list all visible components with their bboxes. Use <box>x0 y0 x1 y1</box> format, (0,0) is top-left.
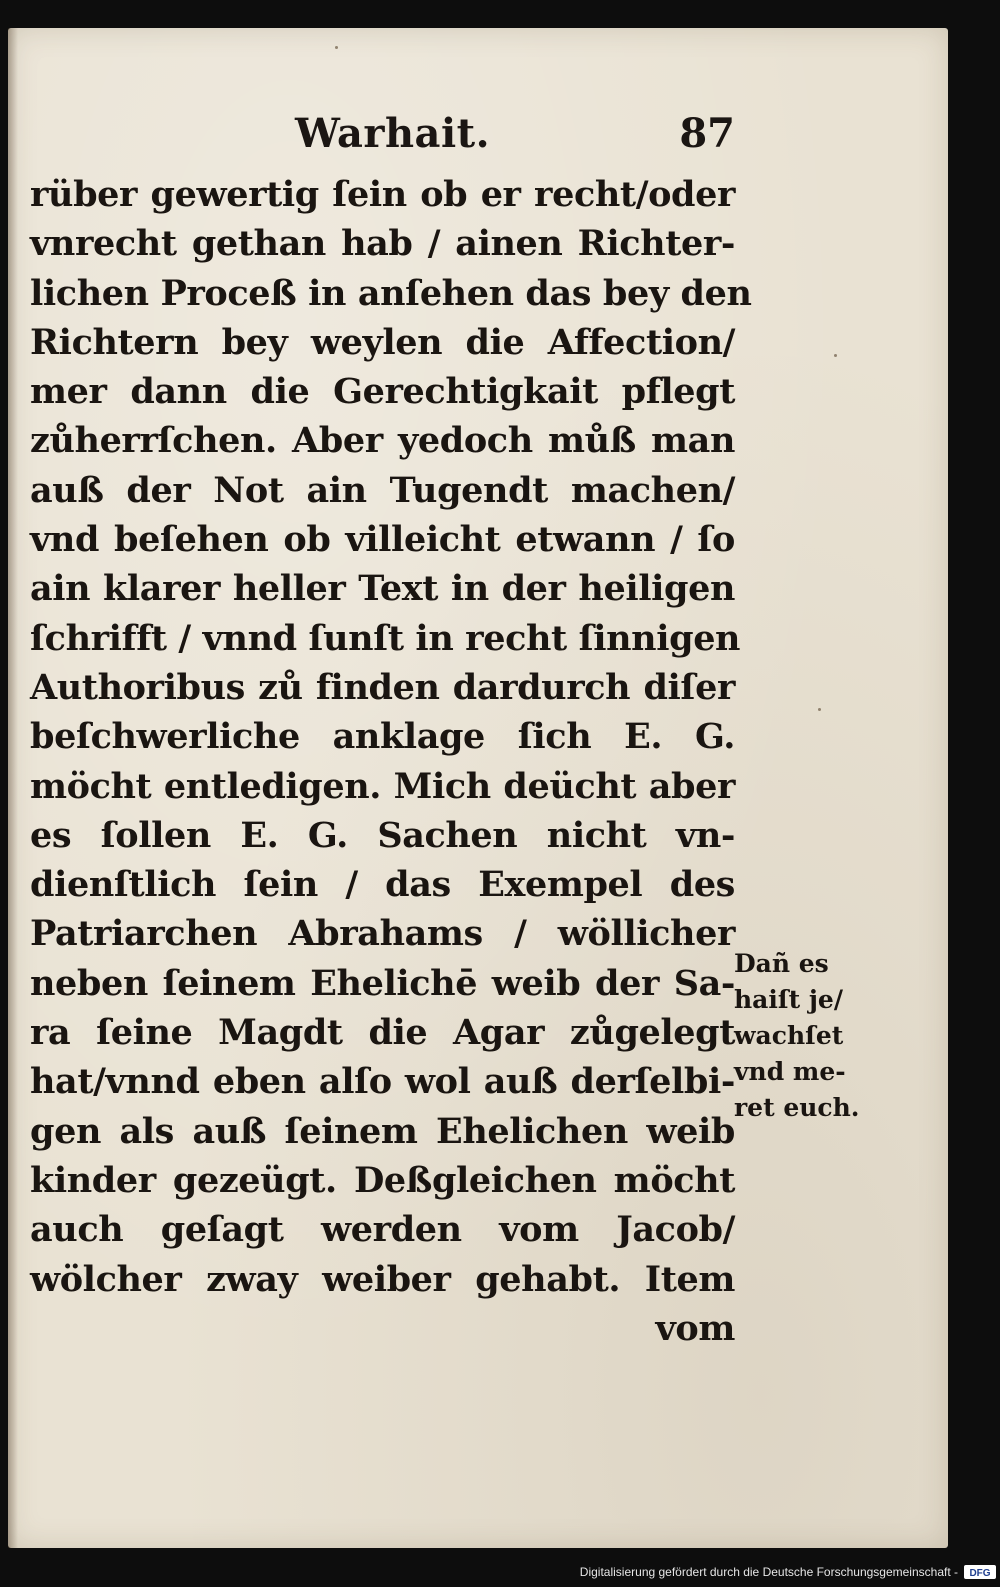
text-line: neben ſeinem Ehelichē weib der Sa- <box>30 962 735 1004</box>
text-line: zůherrſchen. Aber yedoch můß man <box>30 420 735 462</box>
text-line: mer dann die Gerechtigkait pflegt <box>30 371 735 413</box>
dfg-logo <box>964 1565 996 1579</box>
margin-note-line: vnd me- <box>734 1057 846 1086</box>
text-line: lichen Proceß in anſehen das bey den <box>30 272 752 314</box>
margin-note-line: haiſt je/ <box>734 985 843 1014</box>
text-line: gen als auß ſeinem Ehelichen weib <box>30 1110 735 1152</box>
margin-note-line: wachſet <box>734 1021 844 1050</box>
text-line: beſchwerliche anklage ſich E. G. <box>30 716 735 758</box>
text-line: Richtern bey weylen die Affection/ <box>30 321 735 363</box>
text-line: dienſtlich ſein / das Exempel des <box>30 864 735 906</box>
book-page <box>8 28 948 1548</box>
text-line: rüber gewertig ſein ob er recht/oder <box>30 174 735 215</box>
dfg-logo-text: DFG <box>969 1568 991 1578</box>
paper-speck <box>818 708 821 711</box>
text-line: Patriarchen Abrahams / wöllicher <box>30 913 735 955</box>
paper-speck <box>834 354 837 357</box>
catchword: vom <box>655 1307 735 1349</box>
margin-note-line: ret euch. <box>734 1093 860 1122</box>
text-line: vnrecht gethan hab / ainen Richter- <box>30 223 735 265</box>
text-line: hat/vnnd eben alſo wol auß derſelbi- <box>30 1061 735 1103</box>
margin-note-line: Dañ es <box>734 949 829 978</box>
page-header <box>30 110 735 170</box>
text-line: auß der Not ain Tugendt machen/ <box>30 469 735 511</box>
text-line: auch geſagt werden vom Jacob/ <box>30 1209 735 1251</box>
running-head: Warhait. <box>295 110 491 157</box>
margin-note <box>734 946 866 1126</box>
text-line: ſchrifft / vnnd ſunſt in recht ſinnigen <box>30 617 741 659</box>
text-line: Authoribus zů finden dardurch diſer <box>30 666 735 708</box>
digitization-credit <box>580 1561 996 1583</box>
page-edge-shadow <box>8 28 18 1548</box>
dfg-logo-mark <box>967 1566 993 1578</box>
text-line: es ſollen E. G. Sachen nicht vn- <box>30 814 735 856</box>
paper-speck <box>335 46 338 49</box>
text-line: möcht entledigen. Mich deücht aber <box>30 765 735 807</box>
text-line: ain klarer heller Text in der heiligen <box>30 568 735 610</box>
credit-text: Digitalisierung gefördert durch die Deutsche Forschungsgemeinschaft - <box>579 1565 958 1579</box>
text-line: ra ſeine Magdt die Agar zůgelegt <box>30 1012 735 1054</box>
text-line: kinder gezeügt. Deßgleichen möcht <box>30 1159 735 1201</box>
body-text <box>30 170 752 1353</box>
text-line: wölcher zway weiber gehabt. Item <box>30 1258 735 1300</box>
text-line: vnd beſehen ob villeicht etwann / ſo <box>30 519 735 561</box>
page-number: 87 <box>679 110 735 157</box>
